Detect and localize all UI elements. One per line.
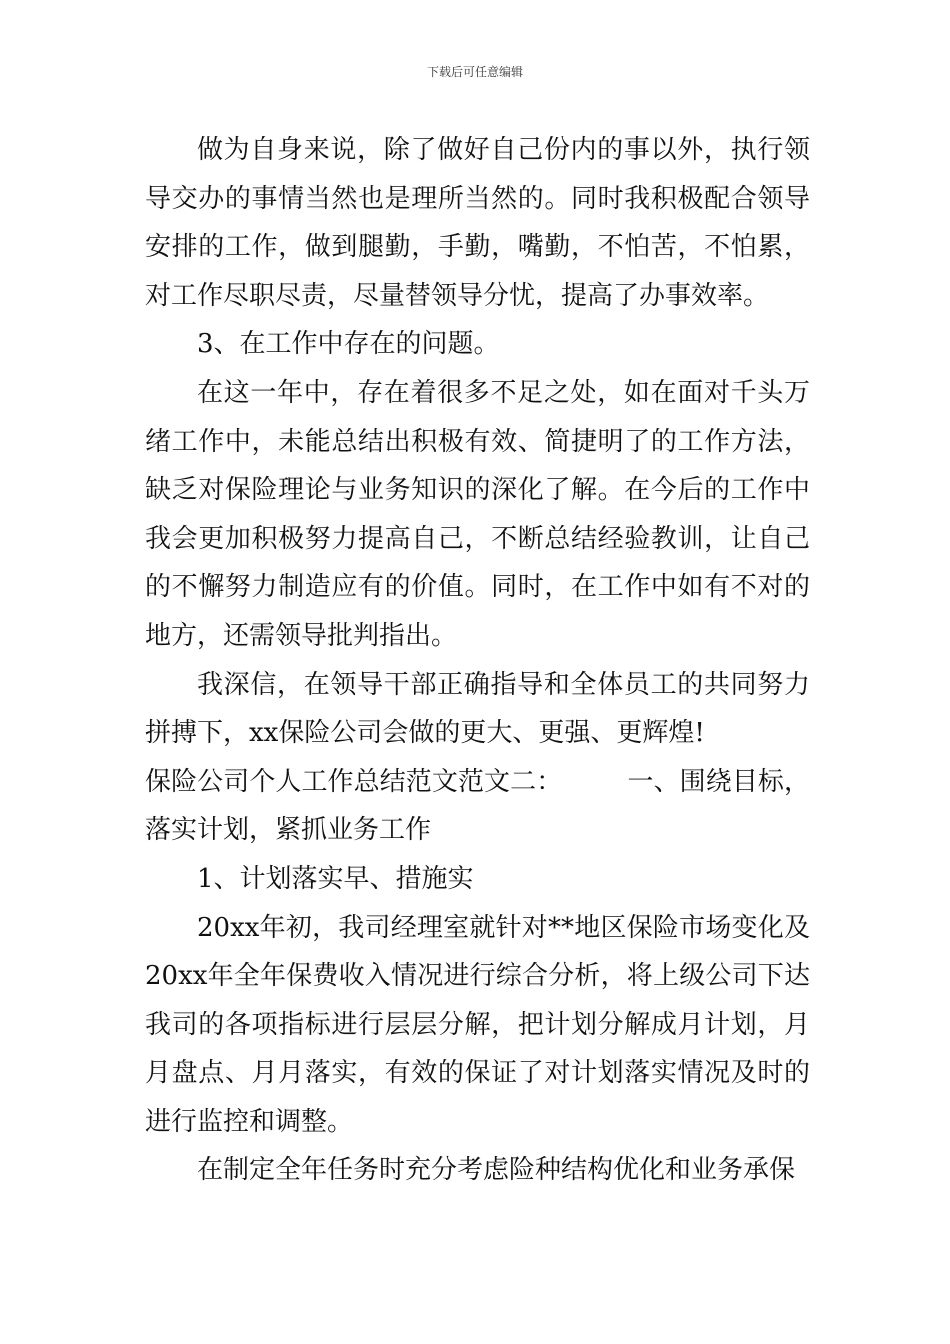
section-title-sample-two: 保险公司个人工作总结范文范文二： 一、围绕目标，落实计划，紧抓业务工作 xyxy=(145,766,810,846)
page-header-note: 下载后可任意编辑 xyxy=(426,65,523,79)
paragraph-plan-heading: 1、计划落实早、措施实 xyxy=(197,863,474,894)
paragraph-task-setting: 在制定全年任务时充分考虑险种结构优化和业务承保 xyxy=(197,1155,796,1186)
paragraph-conclusion: 我深信，在领导干部正确指导和全体员工的共同努力拼搏下，xx保险公司会做的更大、更强、更辉煌! xyxy=(145,669,810,749)
document-body xyxy=(145,126,810,1195)
paragraph-self-duty: 做为自身来说，除了做好自己份内的事以外，执行领导交办的事情当然也是理所当然的。同时我积极配合领导安排的工作，做到腿勤，手勤，嘴勤，不怕苦，不怕累，对工作尽职尽责，尽量替领导分忧，提高了办事效率。 xyxy=(145,135,810,311)
paragraph-plan-details: 20xx年初，我司经理室就针对**地区保险市场变化及20xx年全年保费收入情况进行综合分析，将上级公司下达我司的各项指标进行层层分解，把计划分解成月计划，月月盘点、月月落实，有效的保证了对计划落实情况及时的进行监控和调整。 xyxy=(145,912,810,1137)
paragraph-shortcomings: 在这一年中，存在着很多不足之处，如在面对千头万绪工作中，未能总结出积极有效、简捷明了的工作方法，缺乏对保险理论与业务知识的深化了解。在今后的工作中我会更加积极努力提高自己，不断总结经验教训，让自己的不懈努力制造应有的价值。同时，在工作中如有不对的地方，还需领导批判指出。 xyxy=(145,377,810,651)
paragraph-problems-heading: 3、在工作中存在的问题。 xyxy=(197,329,500,360)
